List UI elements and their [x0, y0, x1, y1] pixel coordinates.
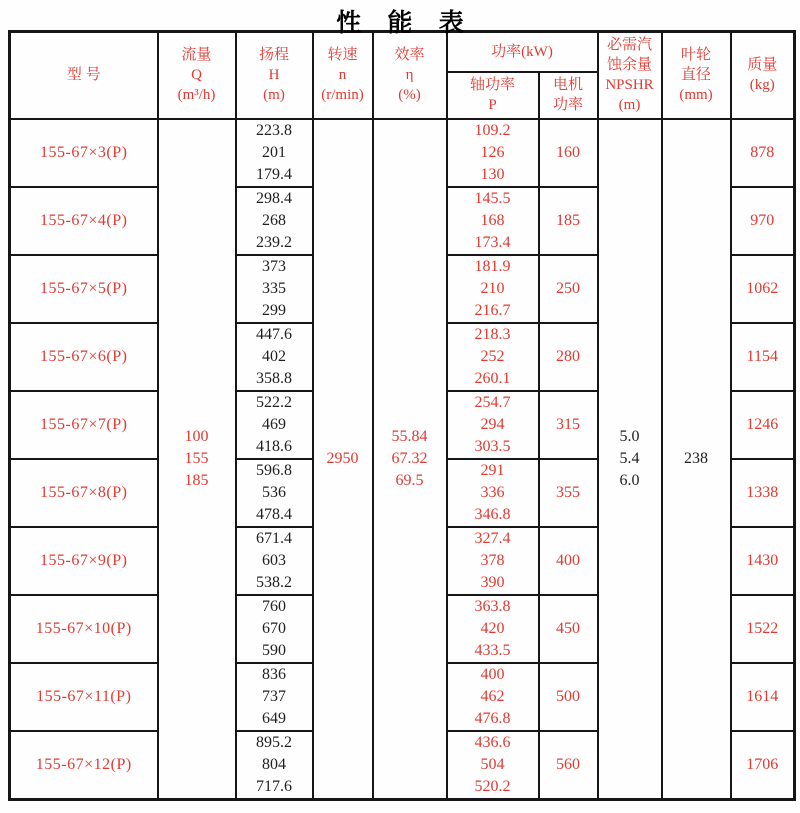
shaft-power-cell: [447, 119, 539, 187]
motor-power-cell: 560: [539, 731, 598, 800]
value-line: 358.8: [256, 369, 292, 387]
col-header-power-group: 功率(kW): [447, 32, 598, 72]
value-line: 836: [262, 665, 286, 683]
motor-power-cell: 450: [539, 595, 598, 663]
mass-cell: 1614: [731, 663, 795, 731]
value-line: 218.3: [474, 325, 511, 343]
value-line: 536: [262, 483, 286, 501]
value-line: 327.4: [474, 529, 511, 547]
motor-power-cell: 160: [539, 119, 598, 187]
col-header-shaft-power: [447, 72, 539, 119]
header-line: (%): [398, 87, 421, 104]
model-cell: 155-67×6(P): [10, 323, 158, 391]
header-line: Q: [191, 67, 202, 84]
value-line: 447.6: [256, 325, 292, 343]
value-line: 126: [480, 143, 505, 161]
value-line: 433.5: [474, 641, 511, 659]
page-title: 性 能 表: [336, 10, 474, 37]
model-cell: 155-67×11(P): [10, 663, 158, 731]
value-line: 201: [262, 143, 286, 161]
value-line: 373: [262, 257, 286, 275]
value-line: 346.8: [474, 505, 511, 523]
head-cell: [236, 323, 313, 391]
header-line: 直径: [680, 67, 711, 84]
value-line: 603: [262, 551, 286, 569]
motor-power-cell: 500: [539, 663, 598, 731]
head-cell: [236, 595, 313, 663]
header-line: η: [405, 67, 414, 84]
col-header-speed: [313, 32, 373, 119]
shaft-power-cell: [447, 527, 539, 595]
header-row-1: [10, 32, 795, 72]
value-line: 291: [480, 461, 505, 479]
value-line: 185: [184, 471, 209, 489]
header-line: NPSHR: [605, 77, 654, 94]
value-line: 298.4: [256, 189, 292, 207]
model-cell: 155-67×4(P): [10, 187, 158, 255]
value-line: 760: [262, 597, 286, 615]
head-cell: [236, 255, 313, 323]
header-line: (m³/h): [177, 87, 216, 104]
value-line: 462: [480, 687, 505, 705]
value-line: 109.2: [474, 121, 511, 139]
shaft-power-cell: [447, 323, 539, 391]
value-line: 363.8: [474, 597, 511, 615]
motor-power-cell: 315: [539, 391, 598, 459]
value-line: 335: [262, 279, 286, 297]
value-line: 596.8: [256, 461, 292, 479]
header-line: 蚀余量: [606, 57, 652, 74]
shaft-power-cell: [447, 595, 539, 663]
value-line: 402: [262, 347, 286, 365]
header-line: n: [338, 67, 347, 84]
head-cell: [236, 391, 313, 459]
shaft-power-cell: [447, 391, 539, 459]
header-line: P: [488, 97, 497, 113]
motor-power-cell: 400: [539, 527, 598, 595]
mass-cell: 1430: [731, 527, 795, 595]
header-line: 轴功率: [469, 77, 515, 93]
value-line: 299: [262, 301, 286, 319]
header-line: 功率: [552, 97, 583, 113]
header-line: (kg): [749, 77, 775, 94]
header-line: (r/min): [321, 87, 364, 104]
col-header-model: 型 号: [10, 32, 158, 119]
value-line: 390: [480, 573, 505, 591]
header-line: (m): [618, 97, 641, 114]
value-line: 418.6: [256, 437, 292, 455]
value-line: 268: [262, 211, 286, 229]
motor-power-cell: 185: [539, 187, 598, 255]
value-line: 155: [184, 449, 209, 467]
value-line: 895.2: [256, 733, 292, 751]
shaft-power-cell: [447, 459, 539, 527]
value-line: 260.1: [474, 369, 511, 387]
model-cell: 155-67×3(P): [10, 119, 158, 187]
header-line: 叶轮: [680, 47, 711, 64]
header-line: 扬程: [258, 47, 289, 64]
model-cell: 155-67×12(P): [10, 731, 158, 800]
value-line: 69.5: [395, 471, 424, 489]
performance-table: [8, 30, 796, 801]
value-line: 538.2: [256, 573, 292, 591]
model-cell: 155-67×10(P): [10, 595, 158, 663]
value-line: 504: [480, 755, 505, 773]
value-line: 145.5: [474, 189, 511, 207]
shaft-power-cell: [447, 187, 539, 255]
value-line: 436.6: [474, 733, 511, 751]
header-line: H: [268, 67, 280, 84]
col-header-flow: [158, 32, 236, 119]
col-header-impeller: [662, 32, 731, 119]
npshr-values-cell: [598, 119, 662, 800]
value-line: 168: [480, 211, 505, 229]
value-line: 378: [480, 551, 505, 569]
value-line: 420: [480, 619, 505, 637]
value-line: 55.84: [391, 427, 428, 445]
model-cell: 155-67×7(P): [10, 391, 158, 459]
mass-cell: 1338: [731, 459, 795, 527]
value-line: 5.4: [619, 449, 640, 467]
value-line: 590: [262, 641, 286, 659]
col-header-motor-power: [539, 72, 598, 119]
model-cell: 155-67×8(P): [10, 459, 158, 527]
value-line: 67.32: [391, 449, 428, 467]
value-line: 336: [480, 483, 505, 501]
mass-cell: 1246: [731, 391, 795, 459]
value-line: 223.8: [256, 121, 292, 139]
head-cell: [236, 119, 313, 187]
speed-value-cell: 2950: [313, 119, 373, 800]
shaft-power-cell: [447, 255, 539, 323]
value-line: 670: [262, 619, 286, 637]
table-row: [10, 119, 795, 187]
shaft-power-cell: [447, 663, 539, 731]
head-cell: [236, 459, 313, 527]
mass-cell: 1062: [731, 255, 795, 323]
head-cell: [236, 187, 313, 255]
value-line: 522.2: [256, 393, 292, 411]
head-cell: [236, 663, 313, 731]
value-line: 179.4: [256, 165, 292, 183]
motor-power-cell: 280: [539, 323, 598, 391]
head-cell: [236, 731, 313, 800]
header-line: 转速: [327, 47, 358, 64]
value-line: 469: [262, 415, 286, 433]
efficiency-values-cell: [373, 119, 447, 800]
value-line: 5.0: [619, 427, 640, 445]
value-line: 478.4: [256, 505, 292, 523]
value-line: 649: [262, 709, 286, 727]
value-line: 100: [184, 427, 209, 445]
value-line: 130: [480, 165, 505, 183]
col-header-efficiency: [373, 32, 447, 119]
col-header-mass: [731, 32, 795, 119]
value-line: 400: [480, 665, 505, 683]
col-header-npshr: [598, 32, 662, 119]
header-line: (mm): [679, 87, 713, 104]
value-line: 254.7: [474, 393, 511, 411]
mass-cell: 1154: [731, 323, 795, 391]
value-line: 737: [262, 687, 286, 705]
value-line: 804: [262, 755, 286, 773]
value-line: 252: [480, 347, 505, 365]
mass-cell: 1706: [731, 731, 795, 800]
head-cell: [236, 527, 313, 595]
value-line: 476.8: [474, 709, 511, 727]
value-line: 239.2: [256, 233, 292, 251]
col-header-head: [236, 32, 313, 119]
value-line: 520.2: [474, 777, 511, 795]
header-line: 效率: [394, 47, 425, 64]
mass-cell: 1522: [731, 595, 795, 663]
header-line: 流量: [181, 47, 212, 64]
value-line: 216.7: [474, 301, 511, 319]
model-cell: 155-67×9(P): [10, 527, 158, 595]
model-cell: 155-67×5(P): [10, 255, 158, 323]
header-line: 电机: [552, 77, 583, 93]
value-line: 717.6: [256, 777, 292, 795]
header-line: (m): [263, 87, 285, 104]
value-line: 6.0: [619, 471, 640, 489]
value-line: 181.9: [474, 257, 511, 275]
value-line: 173.4: [474, 233, 511, 251]
header-line: 质量: [747, 57, 778, 74]
header-line: 必需汽: [606, 37, 652, 54]
mass-cell: 878: [731, 119, 795, 187]
motor-power-cell: 250: [539, 255, 598, 323]
value-line: 210: [480, 279, 505, 297]
shaft-power-cell: [447, 731, 539, 800]
mass-cell: 970: [731, 187, 795, 255]
impeller-value-cell: 238: [662, 119, 731, 800]
value-line: 671.4: [256, 529, 292, 547]
flow-values-cell: [158, 119, 236, 800]
value-line: 303.5: [474, 437, 511, 455]
motor-power-cell: 355: [539, 459, 598, 527]
value-line: 294: [480, 415, 505, 433]
